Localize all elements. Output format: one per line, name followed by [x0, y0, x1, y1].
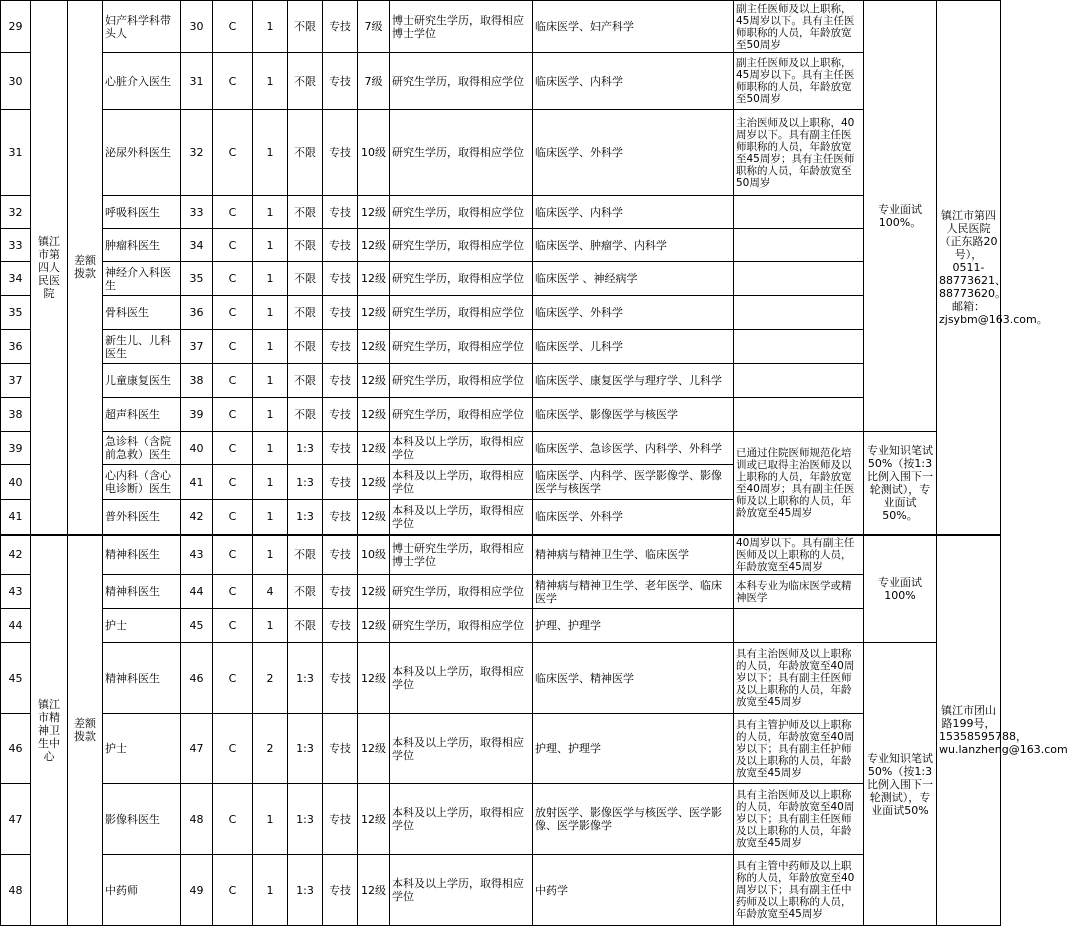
- post-name: 影像科医生: [103, 784, 181, 855]
- other-req: 40周岁以下。具有副主任医师及以上职称的人员，年龄放宽至45周岁: [734, 535, 864, 575]
- hire-count: 1: [253, 330, 288, 364]
- exam-ratio: 1:3: [288, 784, 323, 855]
- post-type: 专技: [323, 784, 358, 855]
- other-req: 本科专业为临床医学或精神医学: [734, 575, 864, 609]
- table-row: [1, 1, 1001, 53]
- exam-method: 专业面试100%。: [864, 1, 937, 432]
- post-name: 精神科医生: [103, 643, 181, 714]
- major-req: 临床医学、精神医学: [533, 643, 734, 714]
- row-number: 47: [1, 784, 31, 855]
- education-req: 研究生学历，取得相应学位: [390, 296, 533, 330]
- row-number: 34: [1, 262, 31, 296]
- row-number: 35: [1, 296, 31, 330]
- post-code: 44: [181, 575, 213, 609]
- post-grade: 12级: [358, 575, 390, 609]
- hire-count: 1: [253, 784, 288, 855]
- funding-type: 差额拨款: [68, 1, 103, 535]
- unit-name: 镇江市第四人民医院: [31, 1, 68, 535]
- post-name: 心脏介入医生: [103, 53, 181, 110]
- post-category: C: [213, 500, 253, 535]
- post-name: 普外科医生: [103, 500, 181, 535]
- education-req: 研究生学历，取得相应学位: [390, 229, 533, 262]
- post-code: 47: [181, 714, 213, 784]
- post-name: 肿瘤科医生: [103, 229, 181, 262]
- hire-count: 2: [253, 714, 288, 784]
- education-req: 研究生学历，取得相应学位: [390, 110, 533, 196]
- exam-method: 专业知识笔试50%（按1:3比例入围下一轮测试），专业面试50%: [864, 643, 937, 926]
- post-grade: 12级: [358, 262, 390, 296]
- hire-count: 1: [253, 855, 288, 926]
- post-category: C: [213, 296, 253, 330]
- post-type: 专技: [323, 855, 358, 926]
- post-category: C: [213, 575, 253, 609]
- exam-ratio: 不限: [288, 1, 323, 53]
- funding-type: 差额拨款: [68, 535, 103, 926]
- post-name: 心内科（含心电诊断）医生: [103, 465, 181, 500]
- hire-count: 1: [253, 432, 288, 465]
- table-row: [1, 196, 1001, 229]
- post-grade: 12级: [358, 364, 390, 398]
- post-code: 46: [181, 643, 213, 714]
- education-req: 研究生学历，取得相应学位: [390, 364, 533, 398]
- exam-ratio: 1:3: [288, 432, 323, 465]
- post-category: C: [213, 330, 253, 364]
- exam-ratio: 不限: [288, 535, 323, 575]
- post-type: 专技: [323, 535, 358, 575]
- other-req: [734, 364, 864, 398]
- major-req: 临床医学、内科学、医学影像学、影像医学与核医学: [533, 465, 734, 500]
- post-grade: 12级: [358, 714, 390, 784]
- education-req: 博士研究生学历，取得相应博士学位: [390, 1, 533, 53]
- contact-info: 镇江市团山路199号，15358595788，wu.lanzheng@163.com: [937, 535, 1001, 926]
- post-code: 48: [181, 784, 213, 855]
- education-req: 本科及以上学历，取得相应学位: [390, 500, 533, 535]
- exam-method: 专业面试100%: [864, 535, 937, 643]
- hire-count: 1: [253, 53, 288, 110]
- table-row: [1, 784, 1001, 855]
- exam-ratio: 不限: [288, 364, 323, 398]
- education-req: 研究生学历，取得相应学位: [390, 53, 533, 110]
- exam-ratio: 不限: [288, 398, 323, 432]
- major-req: 中药学: [533, 855, 734, 926]
- post-category: C: [213, 53, 253, 110]
- post-type: 专技: [323, 296, 358, 330]
- post-category: C: [213, 262, 253, 296]
- hire-count: 1: [253, 1, 288, 53]
- post-type: 专技: [323, 465, 358, 500]
- exam-ratio: 不限: [288, 609, 323, 643]
- post-name: 精神科医生: [103, 575, 181, 609]
- post-name: 儿童康复医生: [103, 364, 181, 398]
- row-number: 29: [1, 1, 31, 53]
- major-req: 精神病与精神卫生学、老年医学、临床医学: [533, 575, 734, 609]
- row-number: 45: [1, 643, 31, 714]
- post-grade: 12级: [358, 432, 390, 465]
- table-row: [1, 53, 1001, 110]
- post-code: 39: [181, 398, 213, 432]
- exam-ratio: 不限: [288, 53, 323, 110]
- major-req: 临床医学、急诊医学、内科学、外科学: [533, 432, 734, 465]
- row-number: 31: [1, 110, 31, 196]
- education-req: 研究生学历，取得相应学位: [390, 575, 533, 609]
- post-code: 30: [181, 1, 213, 53]
- other-req: [734, 609, 864, 643]
- row-number: 40: [1, 465, 31, 500]
- post-type: 专技: [323, 110, 358, 196]
- hire-count: 1: [253, 609, 288, 643]
- row-number: 48: [1, 855, 31, 926]
- education-req: 本科及以上学历，取得相应学位: [390, 855, 533, 926]
- row-number: 32: [1, 196, 31, 229]
- other-req: 具有主管中药师及以上职称的人员，年龄放宽至40周岁以下；具有副主任中药师及以上职称的人员，年龄放宽至45周岁: [734, 855, 864, 926]
- other-req: 副主任医师及以上职称，45周岁以下。具有主任医师职称的人员，年龄放宽至50周岁: [734, 1, 864, 53]
- major-req: 临床医学、康复医学与理疗学、儿科学: [533, 364, 734, 398]
- post-type: 专技: [323, 575, 358, 609]
- post-name: 护士: [103, 609, 181, 643]
- education-req: 本科及以上学历，取得相应学位: [390, 432, 533, 465]
- post-category: C: [213, 196, 253, 229]
- post-name: 急诊科（含院前急救）医生: [103, 432, 181, 465]
- post-category: C: [213, 398, 253, 432]
- post-name: 精神科医生: [103, 535, 181, 575]
- post-type: 专技: [323, 53, 358, 110]
- post-code: 38: [181, 364, 213, 398]
- post-name: 超声科医生: [103, 398, 181, 432]
- education-req: 研究生学历，取得相应学位: [390, 398, 533, 432]
- post-grade: 12级: [358, 643, 390, 714]
- table-row: [1, 398, 1001, 432]
- post-category: C: [213, 535, 253, 575]
- post-code: 41: [181, 465, 213, 500]
- post-type: 专技: [323, 432, 358, 465]
- post-code: 37: [181, 330, 213, 364]
- education-req: 本科及以上学历，取得相应学位: [390, 465, 533, 500]
- exam-ratio: 不限: [288, 110, 323, 196]
- other-req: 具有主治医师及以上职称的人员，年龄放宽至40周岁以下；具有副主任医师及以上职称的人员，年龄放宽至45周岁: [734, 643, 864, 714]
- other-req: [734, 229, 864, 262]
- table-row: [1, 364, 1001, 398]
- row-number: 33: [1, 229, 31, 262]
- unit-name: 镇江市精神卫生中心: [31, 535, 68, 926]
- row-number: 39: [1, 432, 31, 465]
- row-number: 38: [1, 398, 31, 432]
- row-number: 43: [1, 575, 31, 609]
- post-category: C: [213, 714, 253, 784]
- table-row: [1, 535, 1001, 575]
- post-code: 42: [181, 500, 213, 535]
- post-name: 护士: [103, 714, 181, 784]
- post-grade: 10级: [358, 110, 390, 196]
- table-row: [1, 855, 1001, 926]
- row-number: 42: [1, 535, 31, 575]
- major-req: 精神病与精神卫生学、临床医学: [533, 535, 734, 575]
- row-number: 30: [1, 53, 31, 110]
- education-req: 研究生学历，取得相应学位: [390, 196, 533, 229]
- education-req: 研究生学历，取得相应学位: [390, 609, 533, 643]
- major-req: 护理、护理学: [533, 609, 734, 643]
- post-name: 妇产科学科带头人: [103, 1, 181, 53]
- other-req: [734, 330, 864, 364]
- post-type: 专技: [323, 714, 358, 784]
- post-category: C: [213, 609, 253, 643]
- row-number: 44: [1, 609, 31, 643]
- major-req: 临床医学 、神经病学: [533, 262, 734, 296]
- table-row: [1, 110, 1001, 196]
- hire-count: 1: [253, 500, 288, 535]
- post-grade: 12级: [358, 330, 390, 364]
- education-req: 本科及以上学历，取得相应学位: [390, 714, 533, 784]
- table-row: [1, 575, 1001, 609]
- post-grade: 12级: [358, 229, 390, 262]
- post-code: 36: [181, 296, 213, 330]
- post-name: 中药师: [103, 855, 181, 926]
- post-grade: 12级: [358, 500, 390, 535]
- major-req: 临床医学、儿科学: [533, 330, 734, 364]
- major-req: 临床医学、外科学: [533, 110, 734, 196]
- post-code: 40: [181, 432, 213, 465]
- post-type: 专技: [323, 1, 358, 53]
- post-type: 专技: [323, 609, 358, 643]
- major-req: 临床医学、外科学: [533, 296, 734, 330]
- exam-ratio: 不限: [288, 229, 323, 262]
- table-row: [1, 432, 1001, 465]
- table-row: [1, 330, 1001, 364]
- exam-ratio: 不限: [288, 296, 323, 330]
- education-req: 本科及以上学历，取得相应学位: [390, 784, 533, 855]
- row-number: 37: [1, 364, 31, 398]
- post-code: 33: [181, 196, 213, 229]
- contact-info: 镇江市第四人民医院（正东路20号），0511-88773621、88773620。邮箱：zjsybm@163.com。: [937, 1, 1001, 535]
- exam-ratio: 1:3: [288, 643, 323, 714]
- post-type: 专技: [323, 500, 358, 535]
- other-req: 副主任医师及以上职称，45周岁以下。具有主任医师职称的人员，年龄放宽至50周岁: [734, 53, 864, 110]
- exam-ratio: 不限: [288, 330, 323, 364]
- table-row: [1, 609, 1001, 643]
- post-category: C: [213, 364, 253, 398]
- other-req: [734, 296, 864, 330]
- other-req: [734, 196, 864, 229]
- row-number: 46: [1, 714, 31, 784]
- hire-count: 1: [253, 535, 288, 575]
- exam-ratio: 不限: [288, 196, 323, 229]
- other-req: 已通过住院医师规范化培训或已取得主治医师及以上职称的人员，年龄放宽至40周岁；具有副主任医师及以上职称的人员，年龄放宽至45周岁: [734, 432, 864, 535]
- post-type: 专技: [323, 229, 358, 262]
- post-category: C: [213, 465, 253, 500]
- exam-ratio: 1:3: [288, 500, 323, 535]
- hire-count: 4: [253, 575, 288, 609]
- table-row: [1, 714, 1001, 784]
- hire-count: 1: [253, 465, 288, 500]
- other-req: 具有主治医师及以上职称的人员，年龄放宽至40周岁以下；具有副主任医师及以上职称的人员，年龄放宽至45周岁: [734, 784, 864, 855]
- post-grade: 12级: [358, 784, 390, 855]
- hire-count: 1: [253, 196, 288, 229]
- major-req: 放射医学、影像医学与核医学、医学影像、医学影像学: [533, 784, 734, 855]
- post-type: 专技: [323, 330, 358, 364]
- other-req: [734, 262, 864, 296]
- major-req: 护理、护理学: [533, 714, 734, 784]
- post-code: 43: [181, 535, 213, 575]
- education-req: 研究生学历，取得相应学位: [390, 262, 533, 296]
- table-body: [1, 1, 1068, 926]
- table-row: [1, 262, 1001, 296]
- hire-count: 1: [253, 398, 288, 432]
- post-name: 新生儿、儿科医生: [103, 330, 181, 364]
- post-category: C: [213, 432, 253, 465]
- hire-count: 1: [253, 364, 288, 398]
- post-category: C: [213, 855, 253, 926]
- exam-ratio: 1:3: [288, 465, 323, 500]
- post-category: C: [213, 1, 253, 53]
- post-type: 专技: [323, 364, 358, 398]
- table-row: [1, 296, 1001, 330]
- post-category: C: [213, 110, 253, 196]
- post-category: C: [213, 784, 253, 855]
- post-grade: 7级: [358, 1, 390, 53]
- post-code: 32: [181, 110, 213, 196]
- major-req: 临床医学、影像医学与核医学: [533, 398, 734, 432]
- row-number: 41: [1, 500, 31, 535]
- education-req: 博士研究生学历，取得相应博士学位: [390, 535, 533, 575]
- post-code: 35: [181, 262, 213, 296]
- exam-ratio: 1:3: [288, 855, 323, 926]
- post-name: 神经介入科医生: [103, 262, 181, 296]
- major-req: 临床医学、内科学: [533, 196, 734, 229]
- post-type: 专技: [323, 643, 358, 714]
- post-grade: 12级: [358, 465, 390, 500]
- post-grade: 12级: [358, 296, 390, 330]
- major-req: 临床医学、内科学: [533, 53, 734, 110]
- other-req: 具有主管护师及以上职称的人员，年龄放宽至40周岁以下；具有副主任护师及以上职称的人员，年龄放宽至45周岁: [734, 714, 864, 784]
- post-code: 31: [181, 53, 213, 110]
- hire-count: 1: [253, 262, 288, 296]
- post-grade: 7级: [358, 53, 390, 110]
- major-req: 临床医学、肿瘤学、内科学: [533, 229, 734, 262]
- post-type: 专技: [323, 398, 358, 432]
- post-name: 泌尿外科医生: [103, 110, 181, 196]
- table-row: [1, 229, 1001, 262]
- post-code: 34: [181, 229, 213, 262]
- post-grade: 10级: [358, 535, 390, 575]
- hire-count: 1: [253, 229, 288, 262]
- education-req: 本科及以上学历，取得相应学位: [390, 643, 533, 714]
- hire-count: 2: [253, 643, 288, 714]
- post-type: 专技: [323, 262, 358, 296]
- exam-method: 专业知识笔试50%（按1:3比例入围下一轮测试），专业面试50%。: [864, 432, 937, 535]
- post-category: C: [213, 229, 253, 262]
- exam-ratio: 不限: [288, 262, 323, 296]
- row-number: 36: [1, 330, 31, 364]
- hire-count: 1: [253, 296, 288, 330]
- post-grade: 12级: [358, 855, 390, 926]
- post-type: 专技: [323, 196, 358, 229]
- education-req: 研究生学历，取得相应学位: [390, 330, 533, 364]
- post-grade: 12级: [358, 398, 390, 432]
- post-code: 45: [181, 609, 213, 643]
- post-category: C: [213, 643, 253, 714]
- post-code: 49: [181, 855, 213, 926]
- post-name: 骨科医生: [103, 296, 181, 330]
- major-req: 临床医学、外科学: [533, 500, 734, 535]
- major-req: 临床医学、妇产科学: [533, 1, 734, 53]
- other-req: 主治医师及以上职称，40周岁以下。具有副主任医师职称的人员，年龄放宽至45周岁；具有主任医师职称的人员，年龄放宽至50周岁: [734, 110, 864, 196]
- hire-count: 1: [253, 110, 288, 196]
- post-name: 呼吸科医生: [103, 196, 181, 229]
- exam-ratio: 不限: [288, 575, 323, 609]
- table-row: [1, 643, 1001, 714]
- post-grade: 12级: [358, 609, 390, 643]
- post-grade: 12级: [358, 196, 390, 229]
- other-req: [734, 398, 864, 432]
- exam-ratio: 1:3: [288, 714, 323, 784]
